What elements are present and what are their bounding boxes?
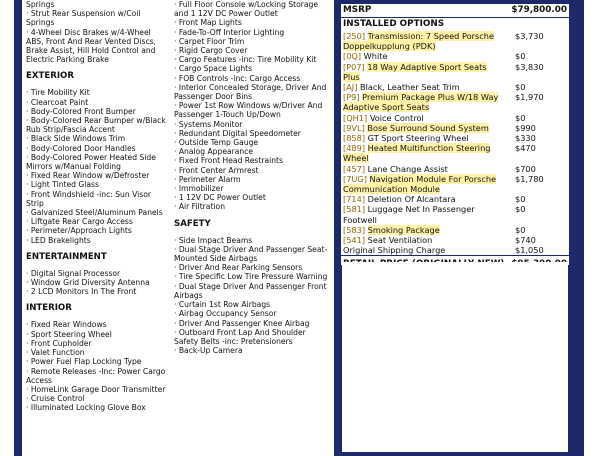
option-price: $0 xyxy=(515,204,526,215)
option-name: Bose Surround Sound System xyxy=(367,122,489,133)
feature-item: · Air Filtration xyxy=(174,202,226,212)
option-code: [9VL] xyxy=(343,122,365,133)
safety-feature-item: · Dual Stage Driver And Passenger Front Airbags xyxy=(174,281,327,300)
option-price: $0 xyxy=(515,51,526,62)
option-code: [714] xyxy=(343,194,366,205)
feature-item: · Fade-To-Off Interior Lighting xyxy=(174,27,285,37)
option-price: $330 xyxy=(515,133,536,144)
feature-item: · Carpet Floor Trim xyxy=(174,36,245,46)
safety-feature-item: · Curtain 1st Row Airbags xyxy=(174,300,271,310)
sidebar-blank-area xyxy=(342,262,568,452)
option-row xyxy=(341,31,569,51)
option-code: [P07] xyxy=(343,61,365,72)
feature-item: · FOB Controls -inc: Cargo Access xyxy=(174,73,301,83)
option-price: $470 xyxy=(515,143,536,154)
interior-feature-item: · Cruise Control xyxy=(26,394,85,404)
option-code: [7UG] xyxy=(343,173,367,184)
exterior-feature-item: · Body-Colored Rear Bumper w/Black Rub Strip/Fascia Accent xyxy=(26,116,166,135)
option-row xyxy=(341,235,569,245)
option-price: $740 xyxy=(515,235,536,246)
feature-item: · Front Center Armrest xyxy=(174,165,259,175)
exterior-feature-item: · Light Tinted Glass xyxy=(26,180,99,190)
option-row xyxy=(341,62,569,82)
features-column-1 xyxy=(26,0,168,413)
safety-feature-item: · Outboard Front Lap And Shoulder Safety Belts -inc: Pretensioners xyxy=(174,327,306,346)
safety-feature-item: · Airbag Occupancy Sensor xyxy=(174,309,277,319)
option-price: $1,780 xyxy=(515,173,544,184)
option-row xyxy=(341,133,569,143)
option-code: [AJ] xyxy=(343,82,358,93)
safety-feature-item: · Tire Specific Low Tire Pressure Warning xyxy=(174,272,328,282)
option-name: Navigation Module For Porsche Communication Module xyxy=(343,173,497,195)
feature-item: · 4-Wheel Disc Brakes w/4-Wheel ABS, Front And Rear Vented Discs, Brake Assist, Hill Hold Control and Electric Parking Brake xyxy=(26,27,157,65)
exterior-heading: EXTERIOR xyxy=(26,71,74,82)
options-list xyxy=(341,31,569,245)
interior-heading: INTERIOR xyxy=(26,303,72,314)
interior-feature-item: · Power Fuel Flap Locking Type xyxy=(26,357,142,367)
option-code: [250] xyxy=(343,31,366,41)
interior-feature-item: · Sport Steering Wheel xyxy=(26,329,112,339)
option-name: Black, Leather Seat Trim xyxy=(360,82,460,93)
exterior-feature-item: · Perimeter/Approach Lights xyxy=(26,226,132,236)
msrp-row xyxy=(341,4,569,18)
exterior-feature-item: · Liftgate Rear Cargo Access xyxy=(26,217,133,227)
shipping-value: $1,050 xyxy=(515,245,544,256)
features-column-2 xyxy=(174,0,332,355)
window-sticker xyxy=(22,0,576,456)
option-code: [581] xyxy=(343,204,366,215)
option-code: [858] xyxy=(343,133,366,144)
entertainment-feature-item: · Digital Signal Processor xyxy=(26,268,121,278)
option-code: [0Q] xyxy=(343,51,362,62)
feature-item: · Perimeter Alarm xyxy=(174,174,241,184)
option-price: $3,730 xyxy=(515,31,544,41)
option-name: White xyxy=(363,51,388,62)
safety-heading: SAFETY xyxy=(174,218,211,229)
interior-feature-item: · Valet Function xyxy=(26,348,85,358)
option-name: Premium Package Plus W/18 Way Adaptive Sport Seats xyxy=(343,92,499,113)
option-price: $3,830 xyxy=(515,61,544,72)
feature-item: · Full Floor Console w/Locking Storage and 1 12V DC Power Outlet xyxy=(174,0,319,19)
exterior-feature-item: · Clearcoat Paint xyxy=(26,97,89,107)
option-name: Transmission: 7 Speed Porsche Doppelkupplung (PDK) xyxy=(343,31,494,52)
msrp-label: MSRP xyxy=(343,5,372,15)
exterior-feature-item: · Front Windshield -inc: Sun Visor Strip xyxy=(26,189,151,208)
shipping-row xyxy=(341,245,569,256)
safety-feature-item: · Driver And Passenger Knee Airbag xyxy=(174,318,310,328)
entertainment-heading: ENTERTAINMENT xyxy=(26,251,107,262)
option-name: Smoking Package xyxy=(367,224,440,235)
option-price: $0 xyxy=(515,112,526,123)
option-row xyxy=(341,204,569,224)
option-code: [QH1] xyxy=(343,112,368,123)
pricing-panel xyxy=(339,2,571,267)
feature-item: · Strut Rear Suspension w/Coil Springs xyxy=(26,9,141,28)
option-price: $0 xyxy=(515,82,526,93)
option-code: [541] xyxy=(343,235,366,246)
option-row xyxy=(341,51,569,61)
option-price: $0 xyxy=(515,194,526,205)
option-row xyxy=(341,82,569,92)
option-row xyxy=(341,113,569,123)
safety-feature-item: · Back-Up Camera xyxy=(174,346,243,356)
feature-item: · Immobilizer xyxy=(174,184,224,194)
feature-item: · Redundant Digital Speedometer xyxy=(174,128,301,138)
option-code: [583] xyxy=(343,224,366,235)
feature-item: · Cargo Features -inc: Tire Mobility Kit xyxy=(174,55,317,65)
option-price: $1,970 xyxy=(515,92,544,103)
option-price: $0 xyxy=(515,224,526,235)
option-name: 18 Way Adaptive Sport Seats Plus xyxy=(343,61,487,82)
exterior-feature-item: · Body-Colored Front Bumper xyxy=(26,106,136,116)
installed-options-heading: INSTALLED OPTIONS xyxy=(343,19,445,29)
feature-item: · Front Map Lights xyxy=(174,18,242,28)
feature-item: Springs xyxy=(26,0,55,9)
option-row xyxy=(341,174,569,194)
feature-item: · Rigid Cargo Cover xyxy=(174,46,248,56)
interior-feature-item: · Remote Releases -Inc: Power Cargo Access xyxy=(26,366,166,385)
option-name: Voice Control xyxy=(369,112,424,123)
option-code: [P9] xyxy=(343,92,360,103)
option-row xyxy=(341,194,569,204)
exterior-feature-item: · Fixed Rear Window w/Defroster xyxy=(26,171,150,181)
interior-feature-item: · Fixed Rear Windows xyxy=(26,320,107,330)
option-name: Heated Multifunction Steering Wheel xyxy=(343,143,491,164)
option-code: [489] xyxy=(343,143,366,154)
option-name: Seat Ventilation xyxy=(367,235,433,246)
safety-feature-item: · Driver And Rear Parking Sensors xyxy=(174,263,303,273)
option-price: $990 xyxy=(515,122,536,133)
option-name: Lane Change Assist xyxy=(367,163,448,174)
feature-item: · Fixed Front Head Restraints xyxy=(174,156,283,166)
interior-feature-item: · HomeLink Garage Door Transmitter xyxy=(26,384,166,394)
exterior-feature-item: · Body-Colored Power Heated Side Mirrors w/Manual Folding xyxy=(26,152,156,172)
exterior-feature-item: · Black Side Windows Trim xyxy=(26,134,126,144)
option-name: Luggage Net In Passenger Footwell xyxy=(343,204,475,225)
entertainment-feature-item: · 2 LCD Monitors In The Front xyxy=(26,287,137,297)
safety-feature-item: · Side Impact Beams xyxy=(174,235,253,245)
option-row xyxy=(341,164,569,174)
feature-item: · Analog Appearance xyxy=(174,147,254,157)
shipping-label: Original Shipping Charge xyxy=(343,245,446,256)
feature-item: · Cargo Space Lights xyxy=(174,64,253,74)
option-row xyxy=(341,225,569,235)
exterior-feature-item: · Body-Colored Door Handles xyxy=(26,143,136,153)
option-name: GT Sport Steering Wheel xyxy=(367,133,469,144)
entertainment-feature-item: · Window Grid Diversity Antenna xyxy=(26,278,150,288)
option-code: [457] xyxy=(343,163,366,174)
interior-feature-item: · Illuminated Locking Glove Box xyxy=(26,403,146,413)
msrp-value: $79,800.00 xyxy=(511,5,567,15)
feature-item: · Outside Temp Gauge xyxy=(174,138,259,148)
exterior-feature-item: · Tire Mobility Kit xyxy=(26,88,90,98)
feature-item: · Systems Monitor xyxy=(174,119,243,129)
feature-item: · Interior Concealed Storage, Driver And Passenger Door Bins xyxy=(174,82,327,102)
option-name: Deletion Of Alcantara xyxy=(367,194,456,205)
feature-item: · Power 1st Row Windows w/Driver And Passenger 1-Touch Up/Down xyxy=(174,101,323,120)
option-row xyxy=(341,143,569,163)
option-row xyxy=(341,123,569,133)
option-row xyxy=(341,92,569,112)
feature-item: · 1 12V DC Power Outlet xyxy=(174,193,266,203)
interior-feature-item: · Front Cupholder xyxy=(26,338,92,348)
exterior-feature-item: · LED Brakelights xyxy=(26,235,91,245)
safety-feature-item: · Dual Stage Driver And Passenger Seat-Mounted Side Airbags xyxy=(174,244,328,264)
exterior-feature-item: · Galvanized Steel/Aluminum Panels xyxy=(26,208,163,218)
option-price: $700 xyxy=(515,163,536,174)
